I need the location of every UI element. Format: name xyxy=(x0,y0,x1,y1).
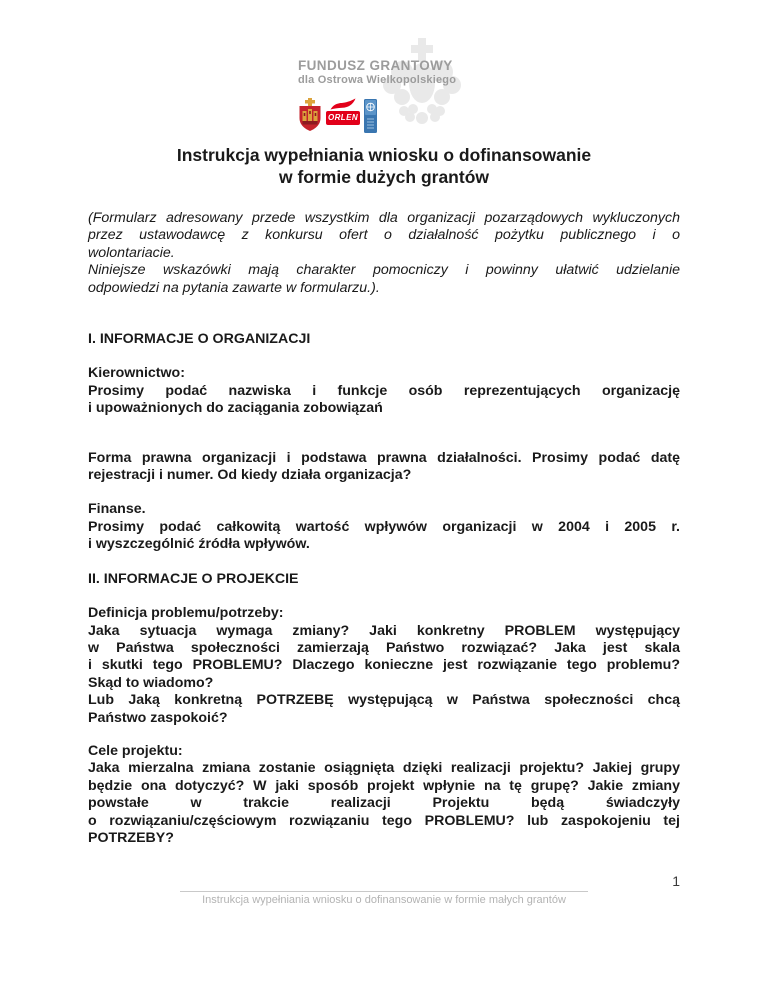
paragraph-line: będzie ona dotyczyć? W jaki sposób projekt wpłynie na tę grupę? Jakie zmiany xyxy=(88,777,680,794)
ostrow-city-crest-icon xyxy=(298,98,322,132)
footer-divider xyxy=(180,891,588,892)
paragraph-line: Jaka sytuacja wymaga zmiany? Jaki konkretny PROBLEM występujący xyxy=(88,622,680,639)
paragraph-line: rejestracji i numer. Od kiedy działa organizacja? xyxy=(88,467,412,484)
fund-name: FUNDUSZ GRANTOWY xyxy=(298,58,453,73)
orlen-wordmark: ORLEN xyxy=(326,111,360,125)
paragraph-line: Państwo zaspokoić? xyxy=(88,709,228,726)
title-line-1: Instrukcja wypełniania wniosku o dofinansowanie xyxy=(176,145,592,165)
paragraph-line: Prosimy podać całkowitą wartość wpływów organizacji w 2004 i 2005 r. xyxy=(88,518,680,535)
intro-line: odpowiedzi na pytania zawarte w formularzu.). xyxy=(88,279,380,296)
paragraph-line: POTRZEBY? xyxy=(88,829,174,846)
paragraph-label: Finanse. xyxy=(88,501,146,518)
fund-brand xyxy=(298,58,456,87)
paragraph-finanse xyxy=(88,501,680,553)
intro-note xyxy=(88,210,680,297)
intro-line: przez ustawodawcę z konkursu ofert o działalność pożytku publicznego i o xyxy=(88,227,680,244)
paragraph-line: Skąd to wiadomo? xyxy=(88,674,214,691)
paragraph-line: i skutki tego PROBLEMU? Dlaczego konieczne jest rozwiązanie tego problemu? xyxy=(88,657,680,674)
paragraph-line: Forma prawna organizacji i podstawa prawna działalności. Prosimy podać datę xyxy=(88,449,680,466)
intro-line: wolontariacie. xyxy=(88,244,175,261)
paragraph-line: Lub Jaką konkretną POTRZEBĘ występującą w Państwa społeczności chcą xyxy=(88,692,680,709)
footer-text: Instrukcja wypełniania wniosku o dofinansowanie w formie małych grantów xyxy=(202,894,566,906)
page-title xyxy=(88,144,680,188)
fund-subtitle: dla Ostrowa Wielkopolskiego xyxy=(298,74,457,86)
logo-row xyxy=(298,98,377,133)
title-line-2: w formie dużych grantów xyxy=(278,167,490,187)
paragraph-cele-projektu xyxy=(88,743,680,847)
page-number: 1 xyxy=(672,873,680,889)
section-heading-organizacja: I. INFORMACJE O ORGANIZACJI xyxy=(88,331,311,348)
paragraph-line: o rozwiązaniu/częściowym rozwiązaniu tego PROBLEMU? lub zaspokojeniu tej xyxy=(88,812,680,829)
paragraph-line: powstałe w trakcie realizacji Projektu będą świadczyły xyxy=(88,795,680,812)
document-body xyxy=(88,144,680,847)
paragraph-line: Jaka mierzalna zmiana zostanie osiągnięta dzięki realizacji projektu? Jakiej grupy xyxy=(88,760,680,777)
intro-line: Niniejsze wskazówki mają charakter pomocniczy i powinny ułatwić udzielanie xyxy=(88,262,680,279)
paragraph-line: w Państwa społeczności zamierzają Państwo rozwiązać? Jaka jest skala xyxy=(88,639,680,656)
orlen-logo xyxy=(326,98,360,125)
paragraph-definicja-problemu xyxy=(88,605,680,727)
paragraph-forma-prawna xyxy=(88,450,680,485)
paragraph-line: Prosimy podać nazwiska i funkcje osób reprezentujących organizację xyxy=(88,382,680,399)
paragraph-label: Kierownictwo: xyxy=(88,365,185,382)
paragraph-line: i wyszczególnić źródła wpływów. xyxy=(88,536,310,553)
orlen-eagle-icon xyxy=(330,98,356,110)
paragraph-label: Definicja problemu/potrzeby: xyxy=(88,605,284,622)
undp-logo-icon xyxy=(364,99,377,133)
paragraph-label: Cele projektu: xyxy=(88,742,183,759)
intro-line: (Formularz adresowany przede wszystkim dla organizacji pozarządowych wykluczonych xyxy=(88,210,680,226)
section-heading-projekt: II. INFORMACJE O PROJEKCIE xyxy=(88,570,299,587)
paragraph-kierownictwo xyxy=(88,365,680,417)
paragraph-line: i upoważnionych do zaciągania zobowiązań xyxy=(88,400,383,417)
